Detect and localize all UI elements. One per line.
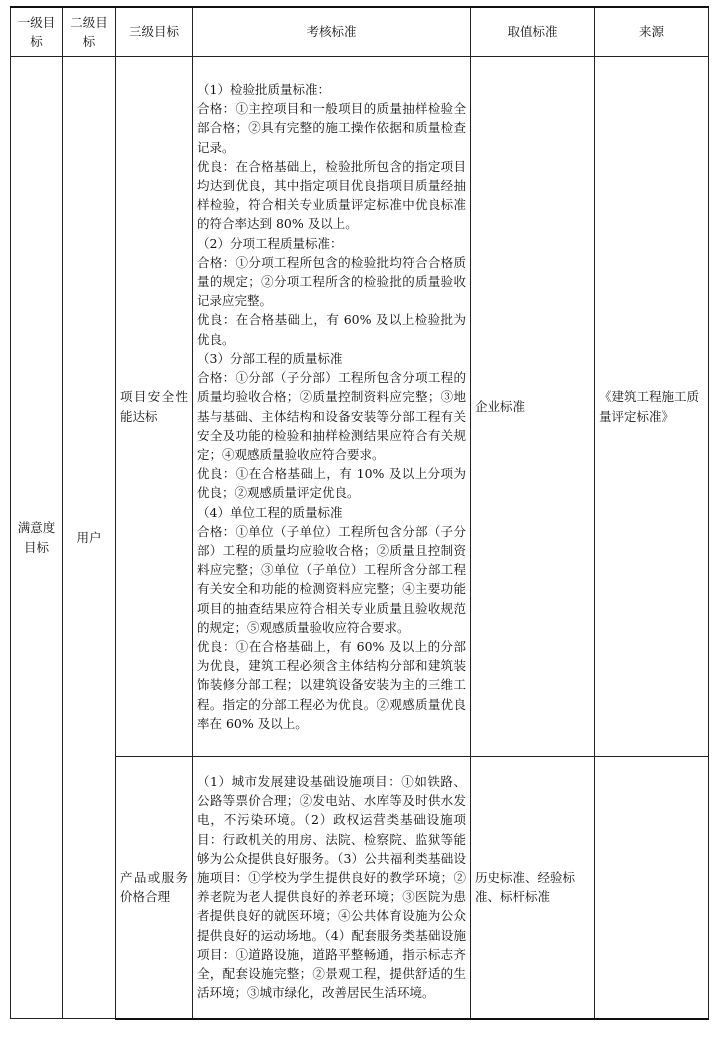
criteria-line: （3）分部工程的质量标准 [197,350,343,366]
criteria-line: 合格：①分部（子分部）工程所包含分项工程的质量均验收合格；②质量控制资料应完整；③地基与基础、主体结构和设备安装等分部工程有关安全及功能的检验和抽样检测结果应符合有关规定；④观感质量验收应符合要求。 [197,370,466,462]
cell-level3: 项目安全性能达标 [116,57,193,757]
table-row [11,757,709,1019]
criteria-line: （1）检验批质量标准： [197,82,330,98]
criteria-line: 优良：①在合格基础上，有 60% 及以上的分部为优良，建筑工程必须含主体结构分部和建筑装饰装修分部工程；以建筑设备安装为主的三维工程。指定的分部工程必为优良。②观感质量优良率在 60% 及以上。 [197,638,466,731]
criteria-line: 优良：在合格基础上，检验批所包含的指定项目均达到优良，其中指定项目优良指项目质量经抽样检验，符合相关专业质量评定标准中优良标准的符合率达到 80% 及以上。 [197,158,466,232]
cell-criteria [193,757,471,1019]
criteria-line: 合格：①主控项目和一般项目的质量抽样检验全部合格；②具有完整的施工操作依据和质量检查记录。 [197,101,466,155]
table-row [11,57,709,757]
header-row [11,7,709,57]
cell-value-standard: 企业标准 [471,57,595,757]
cell-criteria [193,57,471,757]
criteria-line: 合格：①分项工程所包含的检验批均符合合格质量的规定；②分项工程所含的检验批的质量验收记录应完整。 [197,254,466,309]
criteria-line: （4）单位工程的质量标准 [197,504,343,520]
cell-level3: 产品或服务价格合理 [116,757,193,1019]
header-level1: 一级目标 [11,7,63,57]
cell-source: 《建筑工程施工质量评定标准》 [595,57,709,757]
evaluation-table [10,6,709,1020]
header-criteria: 考核标准 [193,7,471,57]
cell-value-standard: 历史标准、经验标准、标杆标准 [471,757,595,1019]
criteria-line: 优良：①在合格基础上，有 10% 及以上分项为优良；②观感质量评定优良。 [197,466,466,501]
criteria-line: （2）分项工程质量标准： [197,235,343,251]
cell-level1: 满意度目标 [11,57,63,1019]
cell-source [595,757,709,1019]
header-level2: 二级目标 [63,7,116,57]
criteria-line: 合格：①单位（子单位）工程所包含分部（子分部）工程的质量均应验收合格；②质量且控制资料应完整；③单位（子单位）工程所含分部工程有关安全和功能的检测资料应完整；④主要功能项目的抽查结果应符合相关专业质量且验收规范的规定；⑤观感质量验收应符合要求。 [197,523,466,635]
header-level3: 三级目标 [116,7,193,57]
cell-level2: 用户 [63,57,116,1019]
criteria-line: （1）城市发展建设基础设施项目：①如铁路、公路等票价合理；②发电站、水库等及时供水发电，不污染环境。（2）政权运营类基础设施项目：行政机关的用房、法院、检察院、监狱等能够为公众提供良好服务。（3）公共福利类基础设施项目：①学校为学生提供良好的教学环境；②养老院为老人提供良好的养老环境；③医院为患者提供良好的就医环境；④公共体育设施为公众提供良好的运动场地。（4）配套服务类基础设施项目：①道路设施，道路平整畅通，指示标志齐全，配套设施完整；②景观工程，提供舒适的生活环境；③城市绿化，改善居民生活环境。 [197,774,466,1001]
criteria-line: 优良：在合格基础上，有 60% 及以上检验批为优良。 [197,312,466,347]
header-value-standard: 取值标准 [471,7,595,57]
header-source: 来源 [595,7,709,57]
